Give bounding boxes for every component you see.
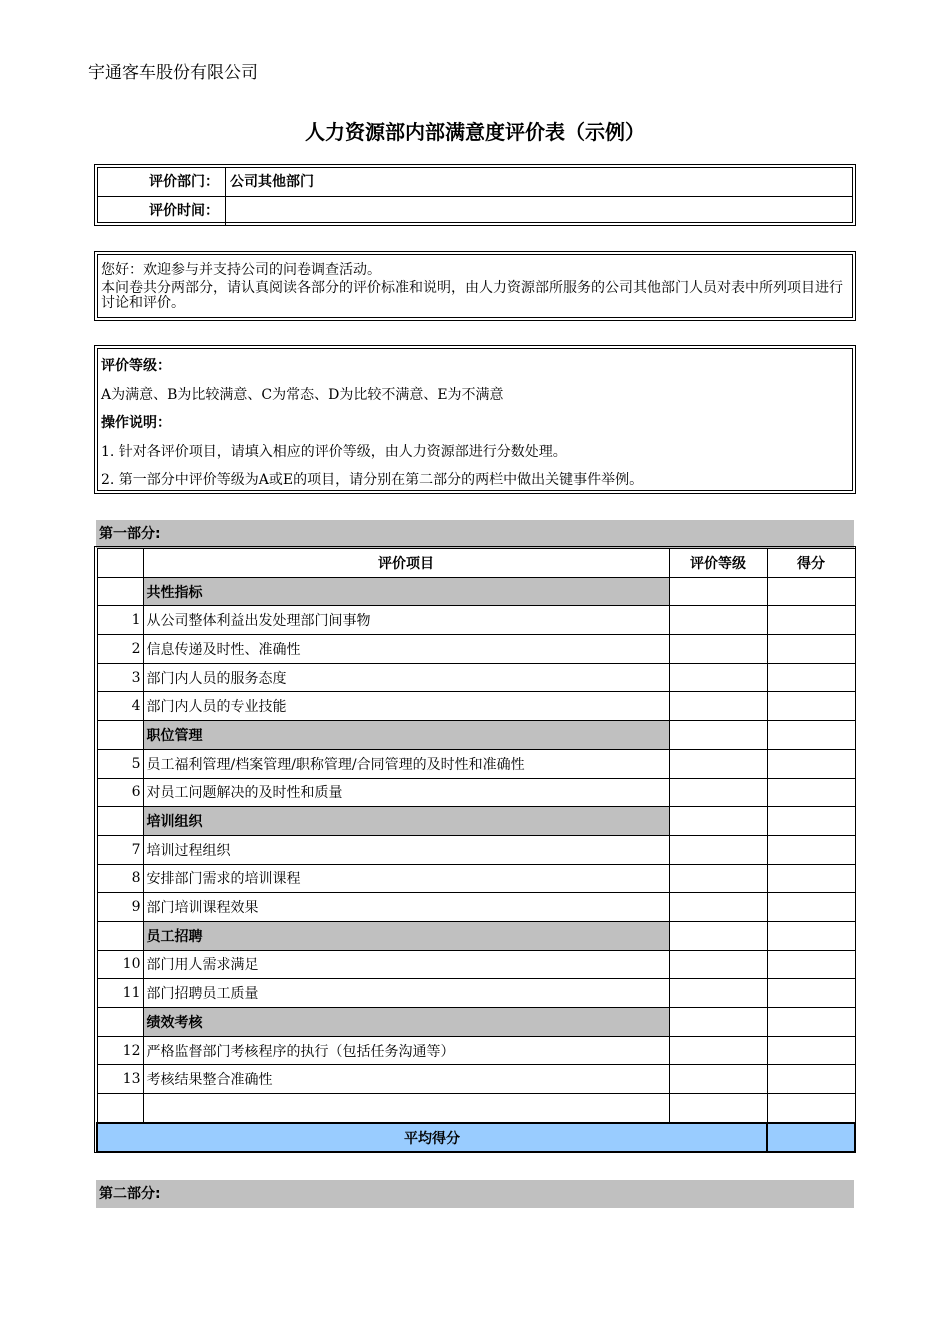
table-row bbox=[97, 635, 855, 664]
category-label: 培训组织 bbox=[143, 807, 669, 836]
category-label: 员工招聘 bbox=[143, 921, 669, 950]
grade-cell[interactable] bbox=[669, 663, 767, 692]
item-number: 1 bbox=[97, 606, 143, 635]
table-row bbox=[97, 893, 855, 922]
score-cell[interactable] bbox=[767, 606, 855, 635]
grade-cell[interactable] bbox=[669, 577, 767, 606]
info-box bbox=[94, 164, 856, 226]
company-name: 宇通客车股份有限公司 bbox=[88, 63, 258, 83]
header-item: 评价项目 bbox=[143, 549, 669, 578]
time-row bbox=[98, 196, 852, 225]
score-cell[interactable] bbox=[767, 635, 855, 664]
score-cell[interactable] bbox=[767, 692, 855, 721]
item-text: 考核结果整合准确性 bbox=[143, 1065, 669, 1094]
item-number bbox=[97, 577, 143, 606]
time-label: 评价时间： bbox=[98, 197, 226, 225]
grade-cell[interactable] bbox=[669, 1065, 767, 1094]
table-header-row bbox=[97, 549, 855, 578]
header-num-cell bbox=[97, 549, 143, 578]
table-row bbox=[97, 606, 855, 635]
item-number: 13 bbox=[97, 1065, 143, 1094]
part2-label: 第二部分: bbox=[96, 1180, 854, 1208]
item-number bbox=[97, 1094, 143, 1123]
grade-cell[interactable] bbox=[669, 1008, 767, 1037]
grade-cell[interactable] bbox=[669, 606, 767, 635]
score-cell[interactable] bbox=[767, 1036, 855, 1065]
score-cell[interactable] bbox=[767, 921, 855, 950]
average-label: 平均得分 bbox=[97, 1123, 767, 1153]
category-row bbox=[97, 1008, 855, 1037]
grade-title: 评价等级： bbox=[101, 358, 171, 374]
item-number: 7 bbox=[97, 835, 143, 864]
item-text: 部门内人员的专业技能 bbox=[143, 692, 669, 721]
score-cell[interactable] bbox=[767, 1094, 855, 1123]
item-text: 员工福利管理/档案管理/职称管理/合同管理的及时性和准确性 bbox=[143, 749, 669, 778]
table-row bbox=[97, 1094, 855, 1123]
score-cell[interactable] bbox=[767, 893, 855, 922]
part1-label: 第一部分: bbox=[96, 520, 854, 548]
ops-title: 操作说明： bbox=[101, 415, 171, 431]
item-text: 培训过程组织 bbox=[143, 835, 669, 864]
header-score: 得分 bbox=[767, 549, 855, 578]
item-number bbox=[97, 1008, 143, 1037]
grade-cell[interactable] bbox=[669, 835, 767, 864]
time-value[interactable] bbox=[226, 197, 852, 225]
score-cell[interactable] bbox=[767, 663, 855, 692]
table-row bbox=[97, 1036, 855, 1065]
item-text: 严格监督部门考核程序的执行（包括任务沟通等） bbox=[143, 1036, 669, 1065]
table-row bbox=[97, 663, 855, 692]
page-title: 人力资源部内部满意度评价表（示例） bbox=[305, 120, 645, 144]
score-cell[interactable] bbox=[767, 1065, 855, 1094]
item-number: 10 bbox=[97, 950, 143, 979]
score-cell[interactable] bbox=[767, 979, 855, 1008]
item-text: 部门培训课程效果 bbox=[143, 893, 669, 922]
evaluation-table-box bbox=[94, 546, 856, 1153]
dept-label: 评价部门： bbox=[98, 168, 226, 196]
ops-item-1: 1. 针对各评价项目，请填入相应的评价等级，由人力资源部进行分数处理。 bbox=[101, 444, 567, 460]
score-cell[interactable] bbox=[767, 778, 855, 807]
intro-description: 本问卷共分两部分，请认真阅读各部分的评价标准和说明，由人力资源部所服务的公司其他部门人员对表中所列项目进行讨论和评价。 bbox=[101, 280, 843, 311]
grade-cell[interactable] bbox=[669, 1036, 767, 1065]
item-number bbox=[97, 807, 143, 836]
score-cell[interactable] bbox=[767, 749, 855, 778]
grade-cell[interactable] bbox=[669, 979, 767, 1008]
table-row bbox=[97, 950, 855, 979]
grade-cell[interactable] bbox=[669, 749, 767, 778]
score-cell[interactable] bbox=[767, 721, 855, 750]
item-number bbox=[97, 721, 143, 750]
category-row bbox=[97, 921, 855, 950]
table-row bbox=[97, 692, 855, 721]
average-score[interactable] bbox=[767, 1123, 855, 1153]
table-row bbox=[97, 778, 855, 807]
item-number: 12 bbox=[97, 1036, 143, 1065]
item-text bbox=[143, 1094, 669, 1123]
grade-cell[interactable] bbox=[669, 721, 767, 750]
table-row bbox=[97, 749, 855, 778]
ops-item-2: 2. 第一部分中评价等级为A或E的项目，请分别在第二部分的两栏中做出关键事件举例。 bbox=[101, 472, 644, 488]
item-number: 8 bbox=[97, 864, 143, 893]
item-number bbox=[97, 921, 143, 950]
table-row bbox=[97, 835, 855, 864]
item-number: 3 bbox=[97, 663, 143, 692]
score-cell[interactable] bbox=[767, 950, 855, 979]
category-row bbox=[97, 807, 855, 836]
item-text: 从公司整体利益出发处理部门间事物 bbox=[143, 606, 669, 635]
intro-box bbox=[94, 251, 856, 321]
grade-cell[interactable] bbox=[669, 1094, 767, 1123]
category-label: 共性指标 bbox=[143, 577, 669, 606]
score-cell[interactable] bbox=[767, 1008, 855, 1037]
category-row bbox=[97, 721, 855, 750]
item-number: 9 bbox=[97, 893, 143, 922]
instructions-box bbox=[94, 345, 856, 494]
grade-cell[interactable] bbox=[669, 893, 767, 922]
grade-cell[interactable] bbox=[669, 950, 767, 979]
item-number: 4 bbox=[97, 692, 143, 721]
table-row bbox=[97, 864, 855, 893]
dept-row bbox=[98, 168, 852, 196]
item-text: 部门招聘员工质量 bbox=[143, 979, 669, 1008]
category-label: 绩效考核 bbox=[143, 1008, 669, 1037]
score-cell[interactable] bbox=[767, 807, 855, 836]
item-text: 安排部门需求的培训课程 bbox=[143, 864, 669, 893]
item-text: 部门用人需求满足 bbox=[143, 950, 669, 979]
item-text: 信息传递及时性、准确性 bbox=[143, 635, 669, 664]
grade-cell[interactable] bbox=[669, 692, 767, 721]
item-number: 5 bbox=[97, 749, 143, 778]
evaluation-table bbox=[96, 548, 856, 1153]
grade-cell[interactable] bbox=[669, 864, 767, 893]
grade-cell[interactable] bbox=[669, 635, 767, 664]
grade-text: A为满意、B为比较满意、C为常态、D为比较不满意、E为不满意 bbox=[101, 387, 504, 403]
score-cell[interactable] bbox=[767, 864, 855, 893]
score-cell[interactable] bbox=[767, 577, 855, 606]
item-text: 部门内人员的服务态度 bbox=[143, 663, 669, 692]
item-text: 对员工问题解决的及时性和质量 bbox=[143, 778, 669, 807]
item-number: 2 bbox=[97, 635, 143, 664]
table-row bbox=[97, 1065, 855, 1094]
grade-cell[interactable] bbox=[669, 778, 767, 807]
table-row bbox=[97, 979, 855, 1008]
grade-cell[interactable] bbox=[669, 807, 767, 836]
score-cell[interactable] bbox=[767, 835, 855, 864]
average-row bbox=[97, 1123, 855, 1153]
item-number: 11 bbox=[97, 979, 143, 1008]
intro-greeting: 您好：欢迎参与并支持公司的问卷调查活动。 bbox=[101, 262, 381, 278]
grade-cell[interactable] bbox=[669, 921, 767, 950]
header-grade: 评价等级 bbox=[669, 549, 767, 578]
dept-value[interactable]: 公司其他部门 bbox=[230, 174, 314, 190]
item-number: 6 bbox=[97, 778, 143, 807]
category-row bbox=[97, 577, 855, 606]
category-label: 职位管理 bbox=[143, 721, 669, 750]
